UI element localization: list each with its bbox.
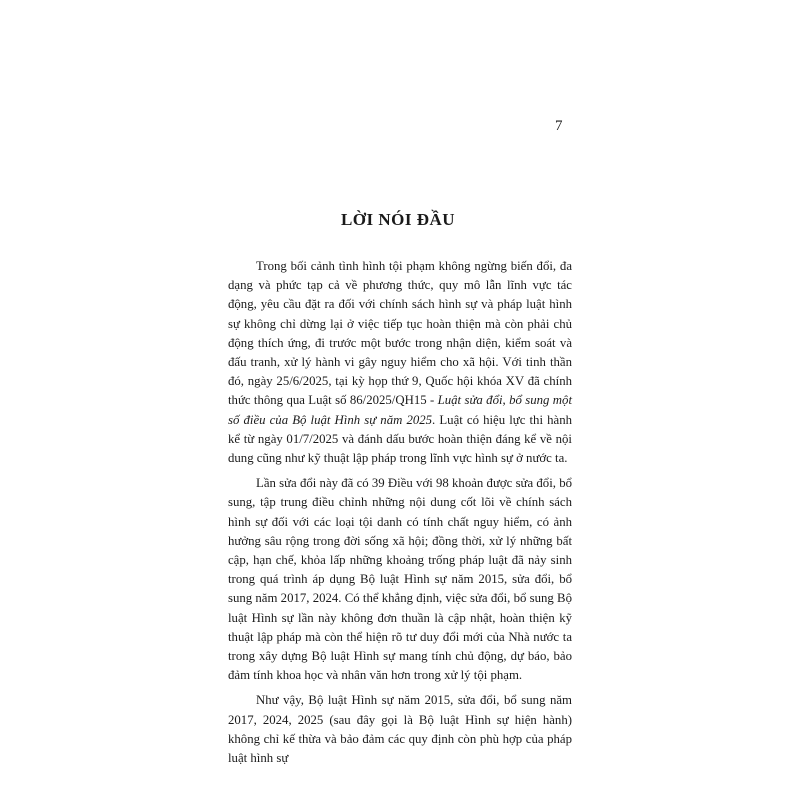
paragraph-2: Lần sửa đổi này đã có 39 Điều với 98 khoản được sửa đổi, bổ sung, tập trung điều chỉnh những nội dung cốt lõi về chính sách hình sự đối với các loại tội danh có tính chất nguy hiểm, có ảnh hưởng sâu rộng trong đời sống xã hội; đồng thời, xử lý những bất cập, hạn chế, khỏa lấp những khoảng trống pháp luật đã nảy sinh trong quá trình áp dụng Bộ luật Hình sự năm 2015, sửa đổi, bổ sung năm 2017, 2024. Có thể khẳng định, việc sửa đổi, bổ sung Bộ luật Hình sự lần này không đơn thuần là cập nhật, hoàn thiện kỹ thuật lập pháp mà còn thể hiện rõ tư duy đổi mới của Nhà nước ta trong xây dựng Bộ luật Hình sự mang tính chủ động, dự báo, bảo đảm tính khoa học và nhân văn hơn trong xử lý tội phạm. <box>228 476 572 683</box>
paragraph-1-after: . Luật có hiệu lực thi hành kể từ ngày 01/7/2025 và đánh dấu bước hoàn thiện đáng kể về nội dung cũng như kỹ thuật lập pháp trong lĩnh vực hình sự ở nước ta. <box>228 412 572 466</box>
page-title: LỜI NÓI ĐẦU <box>340 210 456 229</box>
body-text <box>228 257 572 774</box>
paragraph-3: Như vậy, Bộ luật Hình sự năm 2015, sửa đổi, bổ sung năm 2017, 2024, 2025 (sau đây gọi là Bộ luật Hình sự hiện hành) không chỉ kế thừa và bảo đảm các quy định còn phù hợp của pháp luật hình sự <box>228 693 572 766</box>
paragraph-1 <box>228 257 572 468</box>
paragraph-1-before: Trong bối cảnh tình hình tội phạm không ngừng biến đổi, đa dạng và phức tạp cả về phương thức, quy mô lẫn lĩnh vực tác động, yêu cầu đặt ra đối với chính sách hình sự và pháp luật hình sự không chỉ dừng lại ở việc tiếp tục hoàn thiện mà còn phải chủ động thích ứng, đi trước một bước trong nhận diện, kiểm soát và đấu tranh, xử lý hành vi gây nguy hiểm cho xã hội. Với tinh thần đó, ngày 25/6/2025, tại kỳ họp thứ 9, Quốc hội khóa XV đã chính thức thông qua Luật số 86/2025/QH15 - <box>228 259 572 408</box>
paragraph-1-italic: Luật sửa đổi, bổ sung một số điều của Bộ luật Hình sự năm 2025 <box>228 393 572 427</box>
page-number: 7 <box>555 118 563 134</box>
